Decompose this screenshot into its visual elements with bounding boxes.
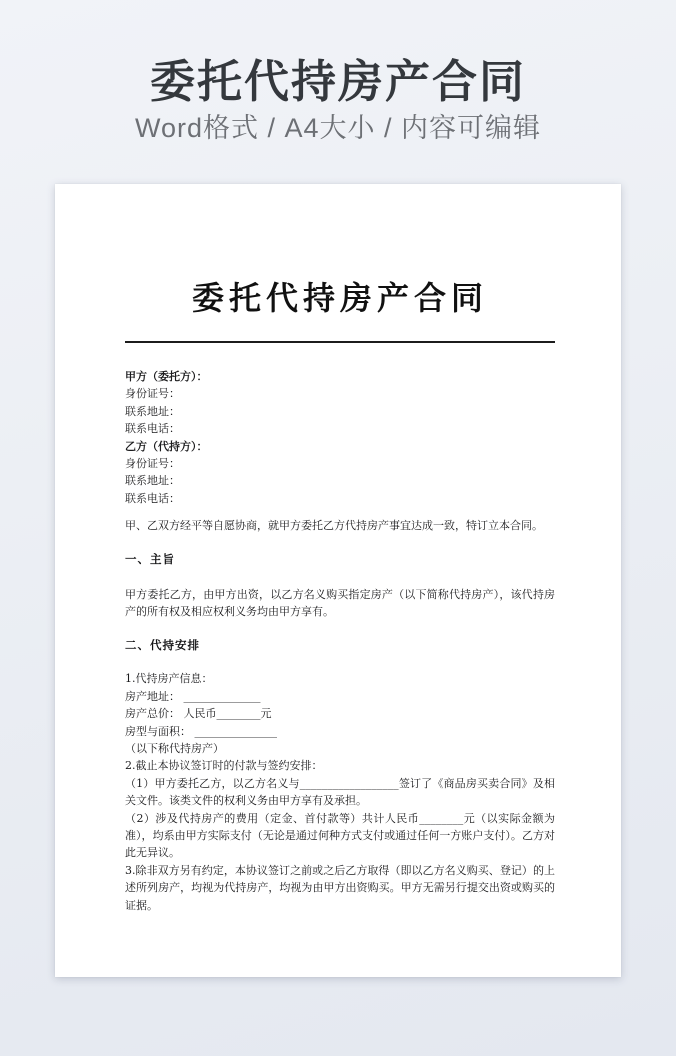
property-alias-note: （以下称代持房产） [125, 741, 224, 755]
template-subtitle: Word格式 / A4大小 / 内容可编辑 [134, 113, 542, 143]
section-2-heading: 二、代持安排 [125, 639, 200, 652]
party-a-label: 甲方（委托方）： [125, 370, 208, 383]
property-info-title: 1.代持房产信息： [125, 672, 213, 686]
document-title: 委托代持房产合同 [191, 279, 488, 317]
property-address-field: 房产地址： ______________ [125, 689, 261, 703]
template-header [0, 0, 676, 144]
clause-3: 3.除非双方另有约定，本协议签订之前或之后乙方取得（即以乙方名义购买、登记）的上述所列房产，均视为代持房产，均视为由甲方出资购买。甲方无需另行提交出资或购买的证据。 [125, 863, 555, 912]
document-body [125, 368, 555, 914]
party-b-phone-field: 联系电话： [125, 491, 180, 505]
payment-arrangement-title: 2.截止本协议签订时的付款与签约安排： [125, 759, 323, 773]
preamble-paragraph: 甲、乙双方经平等自愿协商，就甲方委托乙方代持房产事宜达成一致，特订立本合同。 [125, 519, 543, 533]
party-b-id-field: 身份证号： [125, 457, 180, 471]
property-price-field: 房产总价： 人民币________元 [125, 707, 272, 721]
template-title: 委托代持房产合同 [149, 56, 526, 107]
section-1-body: 甲方委托乙方，由甲方出资，以乙方名义购买指定房产（以下简称代持房产），该代持房产的所有权及相应权利义务均由甲方享有。 [125, 588, 555, 619]
party-b-label: 乙方（代持方）： [125, 439, 208, 453]
party-a-address-field: 联系地址： [125, 404, 180, 418]
payment-clause-2: （2）涉及代持房产的费用（定金、首付款等）共计人民币________元（以实际金额为准），均系由甲方实际支付（无论是通过何种方式支付或通过任何一方账户支付）。乙方对此无异议。 [125, 811, 555, 860]
document-page [55, 184, 621, 977]
party-a-phone-field: 联系电话： [125, 422, 180, 436]
party-a-id-field: 身份证号： [125, 387, 180, 401]
payment-clause-1: （1）甲方委托乙方，以乙方名义与__________________签订了《商品房买卖合同》及相关文件。该类文件的权利义务由甲方享有及承担。 [125, 776, 555, 808]
property-layout-field: 房型与面积： _______________ [125, 724, 277, 738]
title-divider [125, 341, 555, 343]
section-1-heading: 一、主旨 [125, 553, 175, 566]
party-b-address-field: 联系地址： [125, 474, 180, 488]
